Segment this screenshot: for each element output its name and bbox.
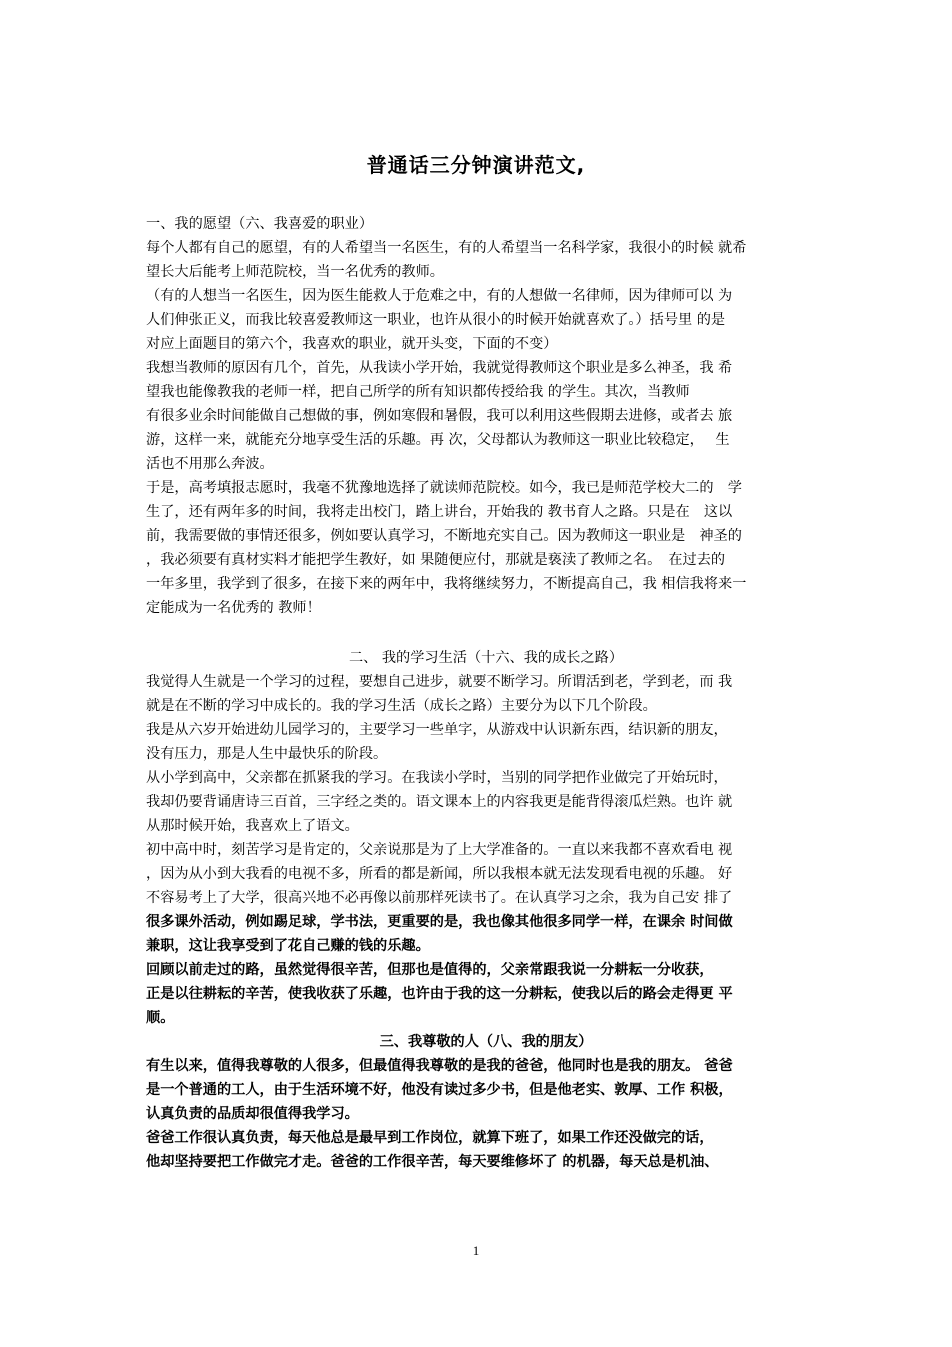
section-2 bbox=[146, 646, 826, 1030]
section-gap bbox=[146, 620, 826, 646]
paragraph-line: ，我必须要有真材实料才能把学生教好，如 果随便应付，那就是亵渎了教师之名。 在过去的 bbox=[146, 552, 726, 568]
paragraph-line: 认真负责的品质却很值得我学习。 bbox=[146, 1106, 359, 1122]
paragraph-line: 正是以往耕耘的辛苦，使我收获了乐趣，也许由于我的这一分耕耘，使我以后的路会走得更 平 bbox=[146, 986, 733, 1002]
document-body bbox=[146, 212, 826, 1174]
section-heading: 三、我尊敬的人（八、我的朋友） bbox=[379, 1034, 593, 1050]
paragraph-line: 望长大后能考上师范院校，当一名优秀的教师。 bbox=[146, 264, 444, 280]
paragraph-line: 生了，还有两年多的时间，我将走出校门，踏上讲台，开始我的 教书育人之路。只是在 这以 bbox=[146, 504, 733, 520]
paragraph-line: （有的人想当一名医生，因为医生能救人于危难之中，有的人想做一名律师，因为律师可以 为 bbox=[146, 288, 733, 304]
paragraph-line: 前，我需要做的事情还很多，例如要认真学习，不断地充实自己。因为教师这一职业是 神圣的 bbox=[146, 528, 742, 544]
paragraph-line: 没有压力，那是人生中最快乐的阶段。 bbox=[146, 746, 388, 762]
paragraph-line: 他却坚持要把工作做完才走。爸爸的工作很辛苦，每天要维修坏了 的机器，每天总是机油、 bbox=[146, 1154, 719, 1170]
paragraph-line: 很多课外活动，例如踢足球，学书法，更重要的是，我也像其他很多同学一样，在课余 时间做 bbox=[146, 914, 733, 930]
page-number: 1 bbox=[472, 1243, 480, 1258]
paragraph-line: 人们伸张正义，而我比较喜爱教师这一职业，也许从很小的时候开始就喜欢了。）括号里 的是 bbox=[146, 312, 726, 328]
paragraph-line: 兼职，这让我享受到了花自己赚的钱的乐趣。 bbox=[146, 938, 430, 954]
paragraph-line: 我是从六岁开始进幼儿园学习的，主要学习一些单字，从游戏中认识新东西，结识新的朋友， bbox=[146, 722, 728, 738]
paragraph-line: 从那时候开始，我喜欢上了语文。 bbox=[146, 818, 359, 834]
paragraph-line: 我想当教师的原因有几个，首先，从我读小学开始，我就觉得教师这个职业是多么神圣，我 希 bbox=[146, 360, 733, 376]
document-title: 普通话三分钟演讲范文, bbox=[366, 153, 586, 177]
section-3 bbox=[146, 1030, 826, 1174]
paragraph-line: 从小学到高中，父亲都在抓紧我的学习。在我读小学时，当别的同学把作业做完了开始玩时， bbox=[146, 770, 728, 786]
paragraph-line: 爸爸工作很认真负责，每天他总是最早到工作岗位，就算下班了，如果工作还没做完的话， bbox=[146, 1130, 714, 1146]
paragraph-line: 每个人都有自己的愿望，有的人希望当一名医生，有的人希望当一名科学家，我很小的时候 就希 bbox=[146, 240, 747, 256]
paragraph-line: ，因为从小到大我看的电视不多，所看的都是新闻，所以我根本就无法发现看电视的乐趣。 好 bbox=[146, 866, 733, 882]
section-1 bbox=[146, 212, 826, 620]
section-heading: 一、我的愿望（六、我喜爱的职业） bbox=[146, 216, 374, 232]
paragraph-line: 我觉得人生就是一个学习的过程，要想自己进步，就要不断学习。所谓活到老，学到老，而 我 bbox=[146, 674, 733, 690]
paragraph-line: 一年多里，我学到了很多，在接下来的两年中，我将继续努力，不断提高自己，我 相信我将来一 bbox=[146, 576, 747, 592]
paragraph-line: 我却仍要背诵唐诗三百首，三字经之类的。语文课本上的内容我更是能背得滚瓜烂熟。也许 就 bbox=[146, 794, 733, 810]
paragraph-line: 有生以来，值得我尊敬的人很多，但最值得我尊敬的是我的爸爸，他同时也是我的朋友。 爸爸 bbox=[146, 1058, 733, 1074]
paragraph-line: 回顾以前走过的路，虽然觉得很辛苦，但那也是值得的，父亲常跟我说一分耕耘一分收获， bbox=[146, 962, 714, 978]
paragraph-line: 望我也能像教我的老师一样，把自己所学的所有知识都传授给我 的学生。其次，当教师 bbox=[146, 384, 690, 400]
paragraph-line: 游，这样一来，就能充分地享受生活的乐趣。再 次，父母都认为教师这一职业比较稳定， 生 bbox=[146, 432, 730, 448]
paragraph-line: 不容易考上了大学，很高兴地不必再像以前那样死读书了。在认真学习之余，我为自己安 排了 bbox=[146, 890, 733, 906]
paragraph-line: 于是，高考填报志愿时，我毫不犹豫地选择了就读师范院校。如今，我已是师范学校大二的 学 bbox=[146, 480, 742, 496]
paragraph-line: 就是在不断的学习中成长的。我的学习生活（成长之路）主要分为以下几个阶段。 bbox=[146, 698, 657, 714]
paragraph-line: 对应上面题目的第六个，我喜欢的职业，就开头变，下面的不变） bbox=[146, 336, 558, 352]
paragraph-line: 定能成为一名优秀的 教师！ bbox=[146, 600, 321, 616]
paragraph-line: 是一个普通的工人，由于生活环境不好，他没有读过多少书，但是他老实、敦厚、工作 积极， bbox=[146, 1082, 733, 1098]
paragraph-line: 活也不用那么奔波。 bbox=[146, 456, 274, 472]
section-heading: 二、 我的学习生活（十六、我的成长之路） bbox=[348, 650, 624, 666]
paragraph-line: 顺。 bbox=[146, 1010, 175, 1026]
paragraph-line: 初中高中时，刻苦学习是肯定的，父亲说那是为了上大学准备的。一直以来我都不喜欢看电 视 bbox=[146, 842, 733, 858]
paragraph-line: 有很多业余时间能做自己想做的事，例如寒假和暑假，我可以利用这些假期去进修，或者去 旅 bbox=[146, 408, 733, 424]
